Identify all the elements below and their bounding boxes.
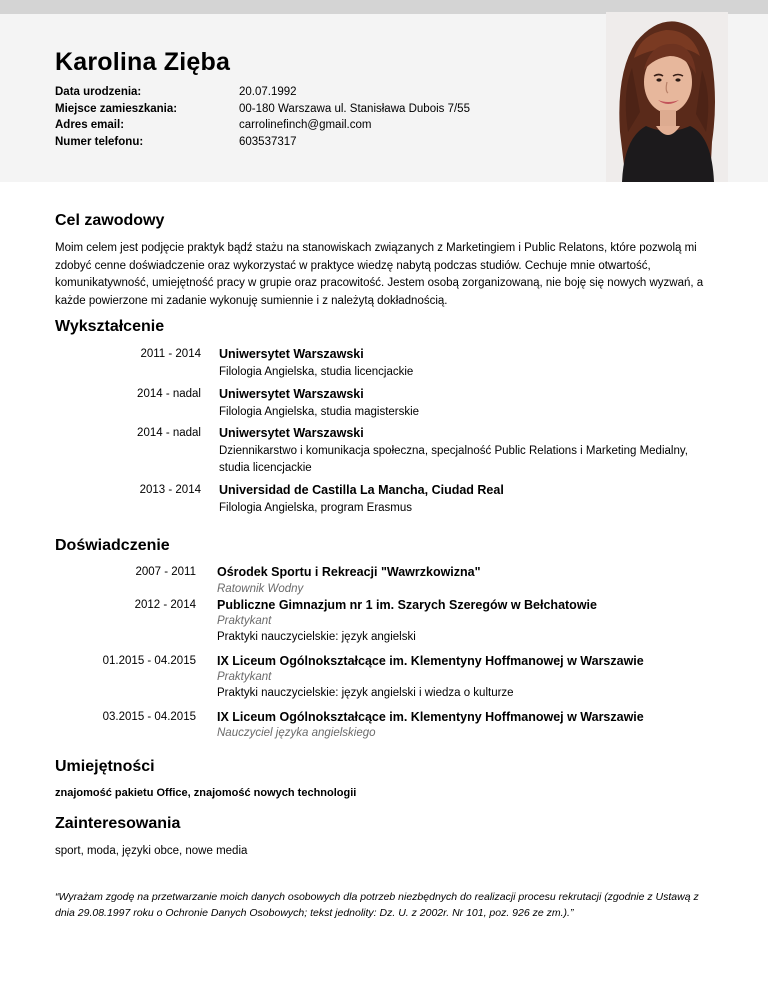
experience-date: 2007 - 2011 xyxy=(135,566,196,578)
skills-heading: Umiejętności xyxy=(55,758,155,775)
experience-date: 03.2015 - 04.2015 xyxy=(102,711,196,723)
experience-date: 01.2015 - 04.2015 xyxy=(102,655,196,667)
person-name: Karolina Zięba xyxy=(55,48,231,76)
experience-role: Praktykant xyxy=(217,615,272,627)
education-date: 2011 - 2014 xyxy=(140,348,201,360)
education-school: Uniwersytet Warszawski xyxy=(219,347,364,361)
education-school: Uniwersytet Warszawski xyxy=(219,387,364,401)
experience-employer: IX Liceum Ogólnokształcące im. Klementyny Hoffmanowej w Warszawie xyxy=(217,654,644,668)
experience-description: Praktyki nauczycielskie: język angielski i wiedza o kulturze xyxy=(217,687,514,699)
experience-role: Praktykant xyxy=(217,671,272,683)
profile-photo-image xyxy=(606,12,728,182)
phone-value: 603537317 xyxy=(239,135,297,148)
education-date: 2014 - nadal xyxy=(137,388,201,400)
experience-employer: Publiczne Gimnazjum nr 1 im. Szarych Szeregów w Bełchatowie xyxy=(217,598,597,612)
residence-value: 00-180 Warszawa ul. Stanisława Dubois 7/55 xyxy=(239,102,470,115)
interests-heading: Zainteresowania xyxy=(55,815,181,832)
email-label: Adres email: xyxy=(55,119,125,131)
email-value[interactable]: carrolinefinch@gmail.com xyxy=(239,119,372,131)
education-date: 2014 - nadal xyxy=(137,427,201,439)
experience-role: Ratownik Wodny xyxy=(217,583,304,595)
birth-date-value: 20.07.1992 xyxy=(239,86,297,98)
experience-heading: Doświadczenie xyxy=(55,537,170,554)
education-detail: Dziennikarstwo i komunikacja społeczna, specjalność Public Relations i Marketing Medialny, studia licencjackie xyxy=(219,445,688,474)
experience-employer: Ośrodek Sportu i Rekreacji "Wawrzkowizna" xyxy=(217,565,481,579)
residence-label: Miejsce zamieszkania: xyxy=(55,102,178,115)
experience-description: Praktyki nauczycielskie: język angielski xyxy=(217,631,416,643)
personal-info-labels xyxy=(55,84,177,150)
education-school: Uniwersytet Warszawski xyxy=(219,426,364,440)
education-school: Universidad de Castilla La Mancha, Ciudad Real xyxy=(219,483,504,497)
skills-text: znajomość pakietu Office, znajomość nowych technologii xyxy=(55,787,357,799)
birth-date-label: Data urodzenia: xyxy=(55,86,142,98)
interests-text: sport, moda, języki obce, nowe media xyxy=(55,845,248,857)
education-detail: Filologia Angielska, program Erasmus xyxy=(219,502,413,514)
goal-text: Moim celem jest podjęcie praktyk bądź stażu na stanowiskach związanych z Marketingiem i Public Relatons, które pozwolą mi zdobyć cenne doświadczenie oraz wykorzystać w praktyce wiedzę nabytą podczas studiów. Cechuje mnie otwartość, komunikatywność, umiejętność pracy w grupie oraz pracowitość. Jestem osobą zorganizowaną, nie boję się nowych wyzwań, a każde powierzone mi zadanie wykonuję sumiennie i z należytą dokładnością. xyxy=(55,242,704,307)
data-processing-consent: “Wyrażam zgodę na przetwarzanie moich danych osobowych dla potrzeb niezbędnych do realizacji procesu rekrutacji (zgodnie z Ustawą z dnia 29.08.1997 roku o Ochronie Danych Osobowych; tekst jednolity: Dz. U. z 2002r. Nr 101, poz. 926 ze zm.).” xyxy=(55,891,699,919)
experience-date: 2012 - 2014 xyxy=(134,599,196,611)
profile-photo xyxy=(606,12,728,182)
phone-label: Numer telefonu: xyxy=(55,135,144,148)
goal-heading: Cel zawodowy xyxy=(55,212,165,229)
experience-role: Nauczyciel języka angielskiego xyxy=(217,727,376,739)
education-date: 2013 - 2014 xyxy=(139,484,201,496)
education-heading: Wykształcenie xyxy=(55,318,165,335)
experience-employer: IX Liceum Ogólnokształcące im. Klementyny Hoffmanowej w Warszawie xyxy=(217,710,644,724)
personal-info-values xyxy=(239,84,470,150)
education-detail: Filologia Angielska, studia magisterskie xyxy=(219,406,420,418)
education-detail: Filologia Angielska, studia licencjackie xyxy=(219,366,414,378)
